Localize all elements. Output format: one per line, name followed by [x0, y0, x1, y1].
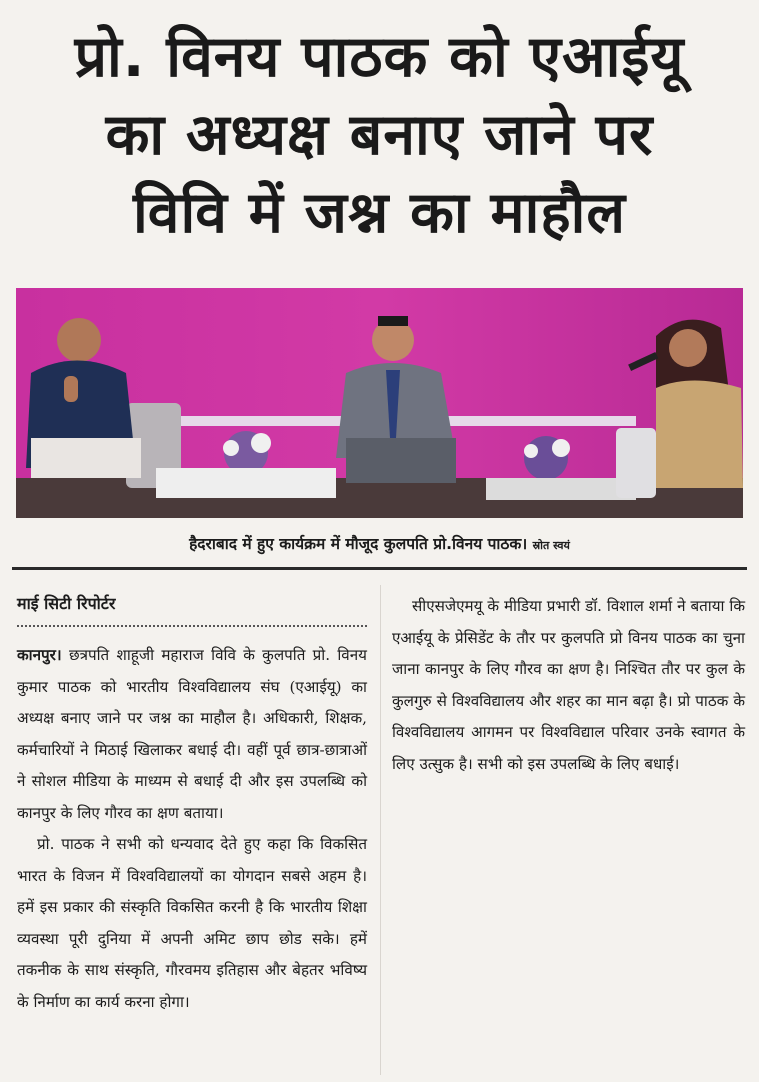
column-divider [380, 585, 381, 1075]
paragraph-1-text: छत्रपति शाहूजी महाराज विवि के कुलपति प्रो. विनय कुमार पाठक को भारतीय विश्वविद्यालय संघ (एआईयू) का अध्यक्ष बनाए जाने पर जश्न का माहौल है। अधिकारी, शिक्षक, कर्मचारियों ने मिठाई खिलाकर बधाई दी। वहीं पूर्व छात्र-छात्राओं ने सोशल मीडिया के माध्यम से बधाई दी और इस उपलब्धि को कानपुर के लिए गौरव का क्षण बताया। [17, 646, 367, 822]
event-photo-illustration [16, 288, 743, 518]
photo-credit: स्रोत स्वयं [532, 539, 570, 552]
headline [0, 18, 759, 252]
article-column-left [17, 585, 367, 1018]
dateline: कानपुर। [17, 646, 62, 664]
article-column-right [392, 591, 745, 780]
article-paragraph-2: प्रो. पाठक ने सभी को धन्यवाद देते हुए कहा कि विकसित भारत के विजन में विश्वविद्यालयों का योगदान सबसे अहम है। हमें इस प्रकार की संस्कृति विकसित करनी है कि भारतीय शिक्षा व्यवस्था पूरी दुनिया में अपनी अमिट छाप छोड सके। हमें तकनीक के साथ संस्कृति, गौरवमय इतिहास और बेहतर भविष्य के निर्माण का कार्य करना होगा। [17, 835, 367, 1011]
photo-caption [16, 527, 743, 561]
headline-line-2: का अध्यक्ष बनाए जाने पर [105, 102, 654, 168]
headline-line-1: प्रो. विनय पाठक को एआईयू [74, 24, 685, 90]
byline: माई सिटी रिपोर्टर [17, 594, 116, 613]
article-paragraph-3: सीएसजेएमयू के मीडिया प्रभारी डॉ. विशाल शर्मा ने बताया कि एआईयू के प्रेसिडेंट के तौर पर कुलपति प्रो विनय पाठक का चुना जाना कानपुर के लिए गौरव का क्षण है। निश्चित तौर पर कुल के कुलगुरु से विश्वविद्यालय और शहर का मान बढ़ा है। प्रो पाठक के विश्वविद्यालय आगमन पर विश्वविद्याल परिवार उनके स्वागत के लिए उत्सुक है। सभी को इस उपलब्धि के लिए बधाई। [392, 597, 745, 773]
caption-text: हैदराबाद में हुए कार्यक्रम में मौजूद कुलपति प्रो.विनय पाठक। [189, 535, 528, 553]
headline-line-3: विवि में जश्न का माहौल [132, 180, 627, 246]
caption-rule [12, 567, 747, 570]
article-paragraph-1 [17, 640, 367, 829]
byline-divider [17, 625, 367, 627]
event-photo [16, 288, 743, 518]
